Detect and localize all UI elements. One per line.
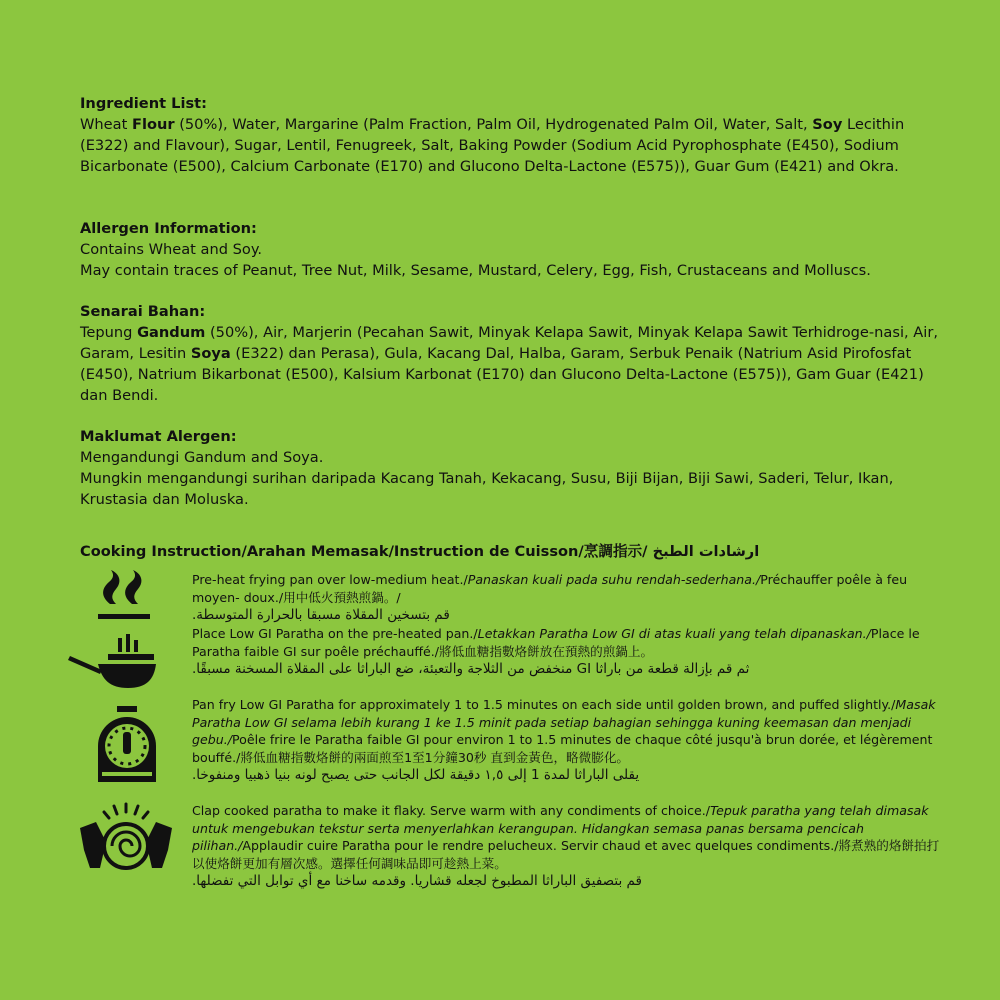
ingredient-heading: Ingredient List: bbox=[80, 95, 207, 112]
allergen-heading: Allergen Information: bbox=[80, 220, 257, 237]
step-1-en: Pre-heat frying pan over low-medium heat./ bbox=[192, 572, 468, 587]
senarai-text-2: (50%), Air, Marjerin (Pecahan Sawit, Minyak Kelapa Sawit, Minyak Kelapa Sawit Terhidroge-nasi, Air, Garam, Lesitin bbox=[80, 324, 938, 362]
allergen-line-1: Contains Wheat and Soy. bbox=[80, 241, 263, 258]
senarai-heading: Senarai Bahan: bbox=[80, 303, 206, 320]
step-1-ms: Panaskan kuali pada suhu rendah-sederhana./ bbox=[467, 572, 761, 587]
step-2-ar: ثم قم بإزالة قطعة من باراثا GI منخفض من الثلاجة والتعبئة، ضع الباراثا على المقلاة المسخنة مسبقًا. bbox=[192, 661, 750, 677]
senarai-text bbox=[80, 322, 940, 406]
ingredient-text bbox=[80, 114, 940, 177]
cooking-title: Cooking Instruction/Arahan Memasak/Instruction de Cuisson/烹調指示/ ارشادات الطبخ bbox=[80, 543, 760, 560]
step-2-ms: Letakkan Paratha Low GI di atas kuali yang telah dipanaskan./ bbox=[477, 626, 871, 641]
allergen-soy: Soy bbox=[812, 116, 843, 133]
step-4-fr: Applaudir cuire Paratha pour le rendre pelucheux. Servir chaud et avec quelques condiments./將煮熟的烙餅拍打以使烙餅更加有層次感。選擇任何調味品即可趁熱上菜。 bbox=[192, 838, 940, 871]
senarai-section bbox=[80, 301, 940, 406]
step-1-ar: قم بتسخين المقلاة مسبقا بالحرارة المتوسطة. bbox=[192, 607, 450, 623]
step-4-ar: قم بتصفيق الباراثا المطبوخ لجعله قشاريا. وقدمه ساخنا مع أي توابل التي تفضلها. bbox=[192, 873, 642, 889]
allergen-gandum: Gandum bbox=[137, 324, 206, 341]
heat-icon bbox=[96, 570, 156, 622]
step-3-en: Pan fry Low GI Paratha for approximately 1 to 1.5 minutes on each side until golden brown, and puffed slightly./ bbox=[192, 697, 896, 712]
allergen-soya: Soya bbox=[190, 345, 231, 362]
senarai-text-1: Tepung bbox=[80, 324, 138, 341]
step-2-fr: Place le Paratha faible GI sur poêle préchauffé./將低血糖指數烙餅放在預熱的煎鍋上。 bbox=[192, 626, 920, 659]
step-4-ms: Tepuk paratha yang telah dimasak untuk mengebukan tekstur serta menyerlahkan kerangupan. Hidangkan semasa panas bersama pencicah pilihan./ bbox=[192, 803, 929, 853]
ingredient-text-3: Lecithin (E322) and Flavour), Sugar, Lentil, Fenugreek, Salt, Baking Powder (Sodium Acid Pyrophosphate (E450), Sodium Bicarbonate (E500), Calcium Carbonate (E170) and Glucono Delta-Lactone (E575)), Guar Gum (E421) and Okra. bbox=[80, 116, 905, 175]
step-3-ar: يقلى الباراثا لمدة 1 إلى ١,٥ دقيقة لكل الجانب حتى يصبح لونه بنيا ذهبيا ومنفوخا. bbox=[192, 767, 640, 783]
step-3 bbox=[192, 696, 944, 785]
allergen-flour: Flour bbox=[131, 116, 175, 133]
maklumat-section bbox=[80, 426, 940, 510]
senarai-text-3: (E322) dan Perasa), Gula, Kacang Dal, Halba, Garam, Serbuk Penaik (Natrium Asid Pirofosfat (E450), Natrium Bikarbonat (E500), Kalsium Karbonat (E170) dan Glucono Delta-Lactone (E575)), Gam Guar (E421) dan Bendi. bbox=[80, 345, 924, 404]
ingredient-text-1: Wheat bbox=[80, 116, 132, 133]
clapping-hands-icon bbox=[78, 802, 174, 874]
allergen-line-2: May contain traces of Peanut, Tree Nut, Milk, Sesame, Mustard, Celery, Egg, Fish, Crustaceans and Molluscs. bbox=[80, 262, 871, 279]
maklumat-line-2: Mungkin mengandungi surihan daripada Kacang Tanah, Kekacang, Susu, Biji Bijan, Biji Sawi, Saderi, Telur, Ikan, Krustasia dan Moluska. bbox=[80, 470, 894, 508]
step-3-ms: Masak Paratha Low GI selama lebih kurang 1 ke 1.5 minit pada setiap bahagian sehingga kuning keemasan dan menjadi gebu./ bbox=[192, 697, 936, 747]
step-4 bbox=[192, 802, 944, 891]
step-1-fr: Préchauffer poêle à feu moyen- doux./用中低火預熱煎鍋。/ bbox=[192, 572, 908, 605]
step-2 bbox=[192, 625, 944, 679]
ingredient-text-2: (50%), Water, Margarine (Palm Fraction, Palm Oil, Hydrogenated Palm Oil, Water, Salt, bbox=[174, 116, 813, 133]
step-2-en: Place Low GI Paratha on the pre-heated pan./ bbox=[192, 626, 478, 641]
step-1 bbox=[192, 571, 944, 625]
maklumat-line-1: Mengandungi Gandum and Soya. bbox=[80, 449, 324, 466]
step-4-en: Clap cooked paratha to make it flaky. Serve warm with any condiments of choice./ bbox=[192, 803, 711, 818]
ingredient-section bbox=[80, 93, 940, 177]
timer-icon bbox=[94, 706, 160, 782]
maklumat-heading: Maklumat Alergen: bbox=[80, 428, 237, 445]
allergen-section bbox=[80, 218, 940, 281]
frying-pan-icon bbox=[68, 632, 168, 692]
step-3-fr: Poêle frire le Paratha faible GI pour environ 1 to 1.5 minutes de chaque côté jusqu'à brun dorée, et légèrement bouffé./將低血糖指數烙餅的兩面煎至1至1分鐘30秒 直到金黃色，略微膨化。 bbox=[192, 732, 933, 765]
